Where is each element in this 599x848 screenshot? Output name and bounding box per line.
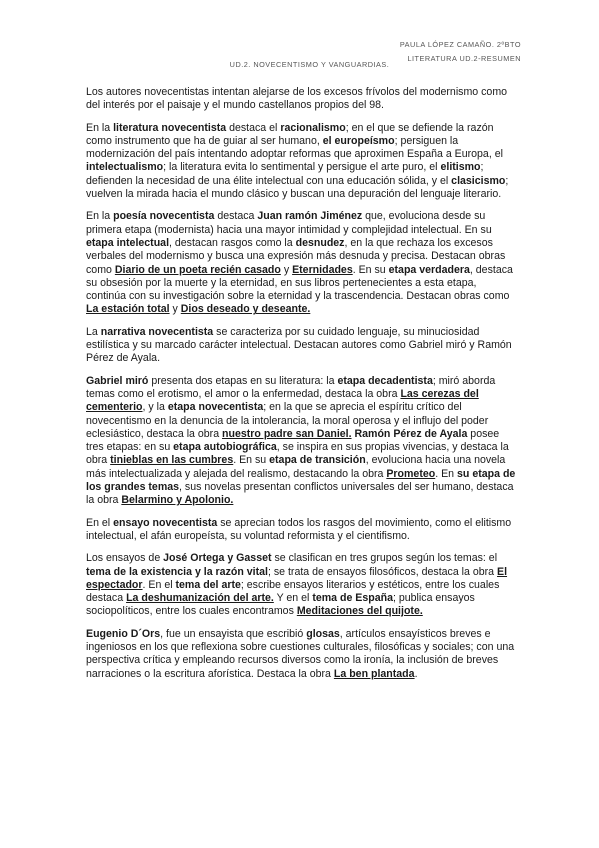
text-run: . En el [142,578,176,591]
author-line: PAULA LÓPEZ CAMAÑO. 2ºBTO [399,40,521,49]
bold-term: etapa de transición [269,454,366,467]
text-run: , artículos ensayísticos breves e ingeniosos en los que reflexiona sobre cuestiones culturales, filosóficas y sociales; con una perspectiva crítica y empleando recursos diversos como la ironía, la inclusión de breves narraciones o la escritura aforística. Destaca la obra [86,627,515,680]
text-run: , en la que rechaza los excesos verbales del modernismo y busca una expresión más desnuda y precisa. Destacan obras como [86,236,506,276]
text-run: y [280,263,293,276]
work-title: Diario de un poeta recién casado [114,263,281,276]
text-run: ; miró aborda temas como el erotismo, el amor o la enfermedad, destaca la obra [86,374,496,400]
text-run: y [169,303,181,316]
paragraph [86,628,518,681]
text-run: En el [86,516,114,529]
text-run: ; publica ensayos sociopolíticos, entre los cuales encontramos [86,592,475,618]
work-title: Belarmino y Apolonio. [121,494,234,507]
bold-term: narrativa novecentista [100,325,214,338]
text-run: En la [86,210,114,223]
bold-term: su etapa de los grandes temas [86,467,516,494]
text-run: ; se trata de ensayos filosóficos, destaca la obra [267,565,498,578]
paragraph [86,122,518,202]
text-run: ; defienden la necesidad de una élite intelectual con una educación sólida, y el [86,161,484,187]
text-run: . En su [233,454,270,467]
work-title: La estación total [86,303,170,316]
bold-term: Eugenio D´Ors [86,627,161,640]
text-run: , evoluciona hacia una novela más intelectualizada y alejada del realismo, destacando la obra [86,454,506,480]
document-body [86,86,518,690]
bold-term: etapa decadentista [337,374,433,387]
work-title: Las cerezas del cementerio [86,387,479,414]
text-run: . En su [352,263,389,276]
work-title: Meditaciones del quijote. [296,605,423,618]
text-run: destaca [214,210,258,223]
bold-term: Juan ramón Jiménez [257,210,363,223]
course-line: LITERATURA UD.2-RESUMEN [407,54,521,63]
work-title: La deshumanización del arte. [126,592,274,605]
text-run: ; en la que se aprecia el espíritu crítico del novecentismo en la denuncia de la intolerancia, la moral operosa y el influjo del poder eclesiástico, destaca la obra [86,401,489,440]
bold-term: desnudez [295,236,345,249]
text-run: presenta dos etapas en su literatura: la [148,374,338,387]
text-run: , y la [142,401,168,414]
text-run: , destaca su obsesión por la muerte y la eternidad, en sus libros pertenecientes a esta etapa, continúa con su investigación sobre la eternidad y la trascendencia. Destacan obras como [86,263,513,303]
bold-term: etapa autobiográfica [173,441,277,454]
bold-term: intelectualismo [86,161,164,174]
work-title: El espectador [86,565,508,591]
text-run: ; persiguen la modernización del país intentando adoptar reformas que aproximen España a Europa, el [86,134,503,161]
text-run: se aprecian todos los rasgos del movimiento, como el elitismo intelectual, el afán europeísta, su voluntad reformista y el cientifismo. [86,516,512,542]
work-title: Eternidades [292,263,353,276]
text-run: . [414,667,418,680]
paragraph [86,375,518,508]
text-run: . En [435,467,458,480]
work-title: nuestro padre san Daniel. [222,427,352,440]
text-run: ; vuelven la mirada hacia el mundo clásico y buscan una depuración del lenguaje literario. [86,174,509,201]
bold-term: tema de España [312,592,393,605]
unit-title: UD.2. NOVECENTISMO Y VANGUARDIAS. [229,60,390,69]
text-run: Los autores novecentistas intentan alejarse de los excesos frívolos del modernismo como del interés por el paisaje y el mundo castellanos propios del 98. [86,86,508,112]
paragraph [86,210,518,316]
bold-term: glosas [306,627,340,640]
text-run: Y en el [273,592,313,605]
work-title: La ben plantada [333,667,415,680]
text-run: , destacan rasgos como la [169,236,296,249]
paragraph [86,326,518,366]
work-title: Prometeo [386,467,436,480]
text-run: destaca el [226,121,281,134]
text-run: , fue un ensayista que escribió [160,627,307,640]
bold-term: etapa verdadera [388,263,470,276]
paragraph [86,86,518,113]
bold-term: etapa novecentista [167,401,264,414]
text-run: se clasifican en tres grupos según los temas: el [271,552,498,565]
text-run: posee tres etapas: en su [86,427,500,454]
text-run: ; en el que se defiende la razón como instrumento que ha de guiar al ser humano, [86,121,494,147]
bold-term: poesía novecentista [113,210,215,223]
bold-term: tema del arte [175,578,241,591]
bold-term: tema de la existencia y la razón vital [86,565,268,578]
paragraph [86,552,518,618]
bold-term: etapa intelectual [86,236,170,249]
bold-term: Ramón Pérez de Ayala [354,427,468,440]
text-run: , sus novelas presentan conflictos universales del ser humano, destaca la obra [86,481,514,507]
text-run: En la [86,121,114,134]
bold-term: literatura novecentista [113,121,227,134]
bold-term: elitismo [440,161,481,174]
text-run: ; la literatura evita lo sentimental y persigue el arte puro, el [163,161,441,174]
text-run: ; escribe ensayos literarios y estéticos, entre los cuales destaca [86,578,500,605]
bold-term: José Ortega y Gasset [163,552,272,565]
text-run: Los ensayos de [86,552,164,565]
bold-term: Gabriel miró [86,374,149,387]
text-run: que, evoluciona desde su primera etapa (modernista) hacia una mayor intimidad y complejidad intelectual. En su [86,210,492,236]
bold-term: ensayo novecentista [113,516,218,529]
text-run: La [86,325,101,338]
paragraph [86,517,518,544]
bold-term: racionalismo [280,121,346,134]
bold-term: clasicismo [451,174,506,187]
work-title: Dios deseado y deseante. [180,303,311,316]
text-run: , se inspira en sus propias vivencias, y destaca la obra [86,441,509,467]
work-title: tinieblas en las cumbres [110,454,234,467]
text-run: se caracteriza por su cuidado lenguaje, su minuciosidad estilística y su marcado carácter intelectual. Destacan autores como Gabriel miró y Ramón Pérez de Ayala. [86,325,512,365]
bold-term: el europeísmo [322,134,395,147]
